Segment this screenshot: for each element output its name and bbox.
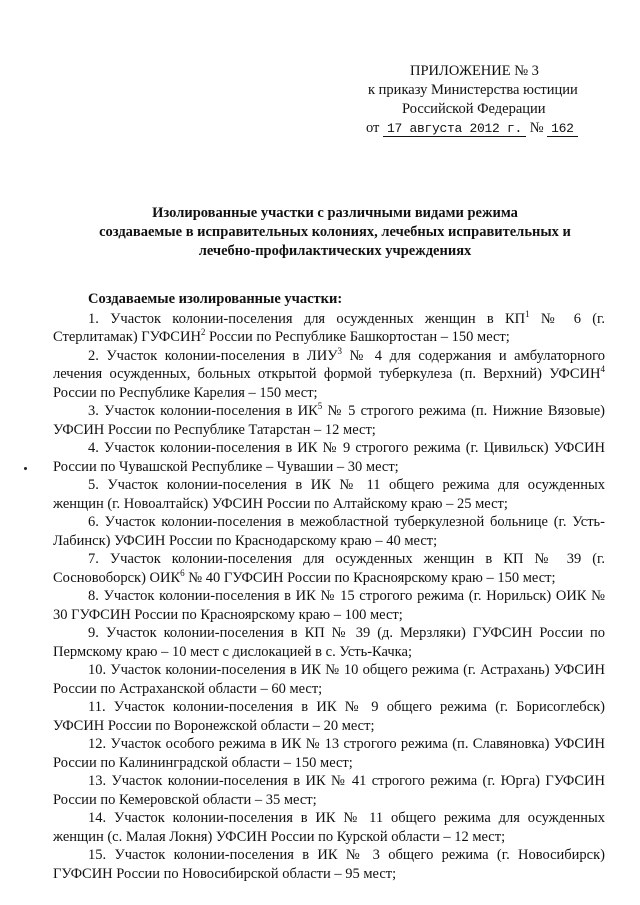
list-item: 14. Участок колонии-поселения в ИК № 11 общего режима для осужденных женщин (с. Малая Локня) УФСИН России по Курской области – 12 мест; (53, 810, 605, 845)
list-item: 2. Участок колонии-поселения в ЛИУ$^3$ № 4 для содержания и амбулаторного лечения осужденных, больных открытой формой туберкулеза (п. Верхний) УФСИН$^4$ России по Республике Карелия – 150 мест; (53, 345, 605, 401)
footnote-mark: 6 (180, 567, 185, 578)
list-item: 15. Участок колонии-поселения в ИК № 3 общего режима (г. Новосибирск) ГУФСИН России по Новосибирской области – 95 мест; (53, 847, 605, 882)
footnote-mark: 5 (317, 401, 323, 412)
list-item: 13. Участок колонии-поселения в ИК № 41 строгого режима (г. Юрга) ГУФСИН России по Кемеровской области – 35 мест; (53, 773, 605, 808)
list-item: 7. Участок колонии-поселения для осужденных женщин в КП № 39 (г. Сосновоборск) ОИК$^6$ № 40 ГУФСИН России по Красноярскому краю – 150 мест; (53, 551, 605, 586)
appendix-block (360, 62, 620, 138)
list-item: 12. Участок особого режима в ИК № 13 строгого режима (п. Славяновка) УФСИН России по Калининградской области – 150 мест; (53, 736, 605, 771)
footnote-mark: 2 (200, 327, 206, 338)
title-line-1: Изолированные участки с различными видами режима (152, 205, 518, 221)
list-item: 3. Участок колонии-поселения в $ИК^5$ № 5 строгого режима (п. Нижние Вязовые) УФСИН России по Республике Татарстан – 12 мест; (53, 401, 605, 438)
list-item: 10. Участок колонии-поселения в ИК № 10 общего режима (г. Астрахань) УФСИН России по Астраханской области – 60 мест; (53, 662, 605, 697)
list-item: 4. Участок колонии-поселения в ИК № 9 строгого режима (г. Цивильск) УФСИН России по Чувашской Республике – Чувашии – 30 мест; (53, 440, 605, 475)
appendix-date-line (360, 119, 620, 138)
list-item: 8. Участок колонии-поселения в ИК № 15 строгого режима (г. Норильск) ОИК № 30 ГУФСИН России по Красноярскому краю – 100 мест; (53, 588, 605, 623)
list-item: 9. Участок колонии-поселения в КП № 39 (д. Мерзляки) ГУФСИН России по Пермскому краю – 10 мест с дислокацией в с. Усть-Качка; (53, 625, 605, 660)
footnote-mark: 4 (600, 364, 605, 375)
document-title (60, 204, 610, 261)
date-prefix: от (366, 120, 380, 136)
title-line-2: создаваемые в исправительных колониях, лечебных исправительных и (99, 224, 571, 240)
footnote-mark: 1 (525, 308, 530, 319)
list-item: 5. Участок колонии-поселения в ИК № 11 общего режима для осужденных женщин (г. Новоалтайск) УФСИН России по Алтайскому краю – 25 мест; (53, 477, 605, 512)
order-number: 162 (547, 121, 578, 137)
title-line-3: лечебно-профилактических учреждениях (198, 243, 472, 259)
list-item: 1. Участок колонии-поселения для осужденных женщин в $КП^1$ № 6 (г. Стерлитамак) ГУФСИН$^2$ России по Республике Башкортостан – 150 мест; (53, 308, 605, 345)
order-date: 17 августа 2012 г. (383, 121, 526, 137)
scan-dot-mark (24, 467, 27, 470)
appendix-order-line: к приказу Министерства юстиции (368, 82, 578, 98)
document-body (53, 290, 605, 883)
section-heading: Создаваемые изолированные участки: (88, 291, 343, 307)
number-prefix: № (529, 120, 544, 136)
list-item: 6. Участок колонии-поселения в межобластной туберкулезной больнице (г. Усть-Лабинск) УФСИН России по Краснодарскому краю – 40 мест; (53, 514, 605, 549)
list-item: 11. Участок колонии-поселения в ИК № 9 общего режима (г. Борисоглебск) УФСИН России по Воронежской области – 20 мест; (53, 699, 605, 734)
footnote-mark: 3 (337, 345, 343, 356)
appendix-federation-line: Российской Федерации (402, 101, 546, 117)
appendix-title: ПРИЛОЖЕНИЕ № 3 (410, 63, 539, 79)
